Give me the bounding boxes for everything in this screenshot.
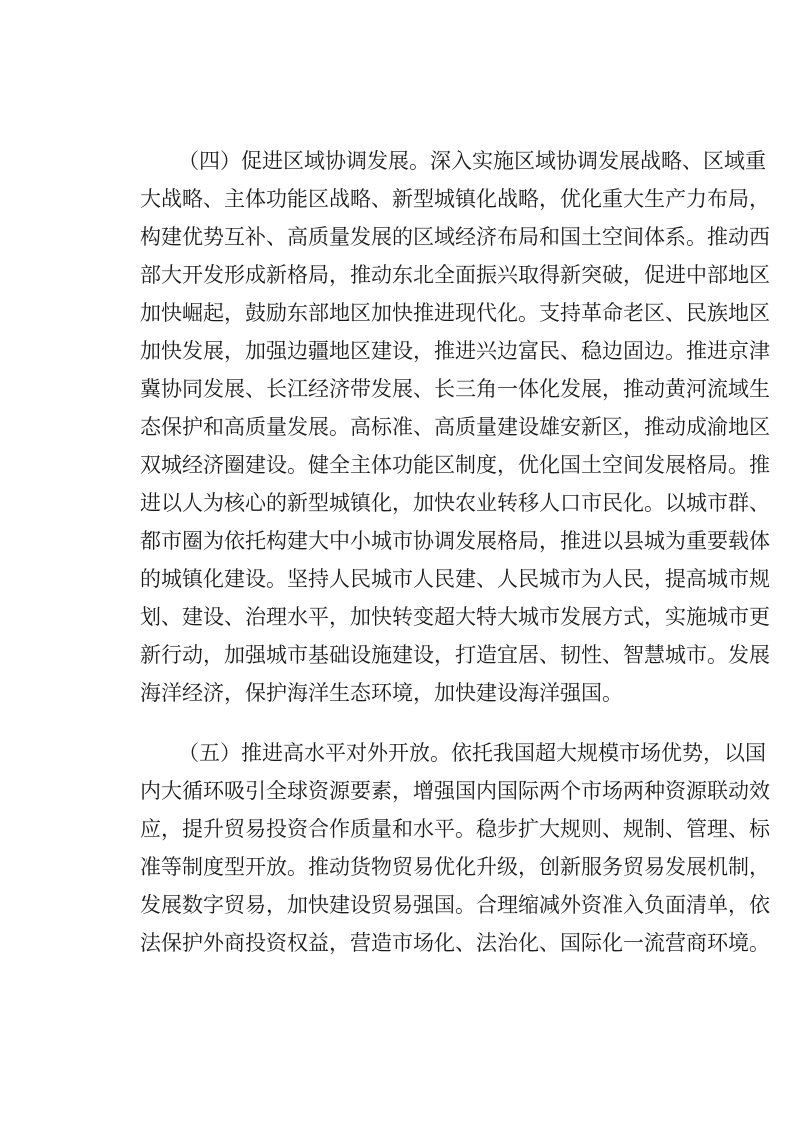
paragraph-gap — [140, 712, 668, 734]
paragraph-line: （五）推进高水平对外开放。依托我国超大规模市场优势，以国 — [178, 741, 766, 765]
paragraph-line: 加快崛起，鼓励东部地区加快推进现代化。支持革命老区、民族地区 — [140, 301, 770, 325]
paragraph-line: 发展数字贸易，加快建设贸易强国。合理缩减外资准入负面清单，依 — [140, 893, 770, 917]
paragraph-opening-up — [140, 734, 770, 962]
paragraph-line: 双城经济圈建设。健全主体功能区制度，优化国土空间发展格局。推 — [140, 453, 770, 477]
paragraph-line: 部大开发形成新格局，推动东北全面振兴取得新突破，促进中部地区 — [140, 263, 770, 287]
paragraph-line: 加快发展，加强边疆地区建设，推进兴边富民、稳边固边。推进京津 — [140, 339, 770, 363]
paragraph-line: 构建优势互补、高质量发展的区域经济布局和国土空间体系。推动西 — [140, 225, 770, 249]
paragraph-line: 的城镇化建设。坚持人民城市人民建、人民城市为人民，提高城市规 — [140, 567, 770, 591]
paragraph-line: 大战略、主体功能区战略、新型城镇化战略，优化重大生产力布局， — [140, 187, 770, 211]
paragraph-line: 划、建设、治理水平，加快转变超大特大城市发展方式，实施城市更 — [140, 605, 770, 629]
paragraph-line: 都市圈为依托构建大中小城市协调发展格局，推进以县城为重要载体 — [140, 529, 770, 553]
document-body — [140, 142, 770, 962]
paragraph-line: 准等制度型开放。推动货物贸易优化升级，创新服务贸易发展机制， — [140, 855, 770, 879]
paragraph-line: 内大循环吸引全球资源要素，增强国内国际两个市场两种资源联动效 — [140, 779, 770, 803]
paragraph-line: 海洋经济，保护海洋生态环境，加快建设海洋强国。 — [140, 681, 623, 705]
paragraph-line: 进以人为核心的新型城镇化，加快农业转移人口市民化。以城市群、 — [140, 491, 770, 515]
paragraph-line: 法保护外商投资权益，营造市场化、法治化、国际化一流营商环境。 — [140, 931, 770, 955]
paragraph-line: 应，提升贸易投资合作质量和水平。稳步扩大规则、规制、管理、标 — [140, 817, 770, 841]
paragraph-regional-development — [140, 142, 770, 712]
paragraph-line: 新行动，加强城市基础设施建设，打造宜居、韧性、智慧城市。发展 — [140, 643, 770, 667]
paragraph-line: 态保护和高质量发展。高标准、高质量建设雄安新区，推动成渝地区 — [140, 415, 770, 439]
paragraph-line: 冀协同发展、长江经济带发展、长三角一体化发展，推动黄河流域生 — [140, 377, 770, 401]
paragraph-line: （四）促进区域协调发展。深入实施区域协调发展战略、区域重 — [178, 149, 766, 173]
